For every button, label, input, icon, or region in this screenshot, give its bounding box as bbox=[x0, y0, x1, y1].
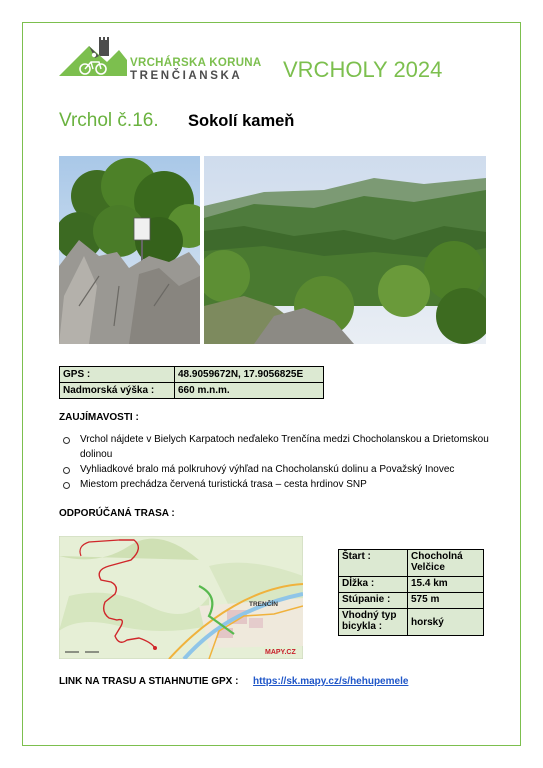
page-title: VRCHOLY 2024 bbox=[283, 57, 443, 82]
attractions-heading: ZAUJÍMAVOSTI : bbox=[59, 412, 139, 423]
logo-text-top: VRCHÁRSKA KORUNA bbox=[130, 57, 262, 69]
table-row bbox=[339, 593, 484, 609]
gps-value: 48.9059672N, 17.9056825E bbox=[175, 367, 324, 383]
logo-icon bbox=[59, 36, 127, 78]
gps-info-table bbox=[59, 366, 324, 399]
route-link[interactable]: https://sk.mapy.cz/s/hehupemele bbox=[253, 676, 409, 687]
distance-value: 15.4 km bbox=[408, 577, 484, 593]
map-city-label: TRENČÍN bbox=[249, 601, 278, 608]
list-item: Vrchol nájdete v Bielych Karpatoch neďaleko Trenčína medzi Chocholanskou a Drietomskou dolinou bbox=[56, 432, 506, 462]
attractions-list bbox=[56, 432, 506, 492]
table-row bbox=[60, 367, 324, 383]
bike-type-label: Vhodný typ bicykla : bbox=[339, 609, 408, 636]
climb-value: 575 m bbox=[408, 593, 484, 609]
distance-label: Dĺžka : bbox=[339, 577, 408, 593]
table-row bbox=[339, 609, 484, 636]
gps-label: GPS : bbox=[60, 367, 175, 383]
table-row bbox=[60, 383, 324, 399]
start-label: Štart : bbox=[339, 550, 408, 577]
summit-rock-photo bbox=[59, 156, 200, 344]
valley-view-photo bbox=[204, 156, 486, 344]
route-heading: ODPORÚČANÁ TRASA : bbox=[59, 508, 175, 519]
route-map[interactable] bbox=[59, 536, 303, 659]
start-value: Chocholná Velčice bbox=[408, 550, 484, 577]
map-brand-logo: MAPY.CZ bbox=[265, 649, 296, 656]
route-link-label: LINK NA TRASU A STIAHNUTIE GPX : bbox=[59, 676, 239, 687]
altitude-value: 660 m.n.m. bbox=[175, 383, 324, 399]
list-item: Vyhliadkové bralo má polkruhový výhľad na Chocholanskú dolinu a Považský Inovec bbox=[56, 462, 506, 477]
route-info-table bbox=[338, 549, 484, 636]
bike-type-value: horský bbox=[408, 609, 484, 636]
climb-label: Stúpanie : bbox=[339, 593, 408, 609]
peak-number: Vrchol č.16. bbox=[59, 110, 159, 131]
logo-text-bottom: TRENČIANSKA bbox=[130, 70, 243, 82]
table-row bbox=[339, 550, 484, 577]
altitude-label: Nadmorská výška : bbox=[60, 383, 175, 399]
list-item: Miestom prechádza červená turistická trasa – cesta hrdinov SNP bbox=[56, 477, 506, 492]
table-row bbox=[339, 577, 484, 593]
peak-name: Sokolí kameň bbox=[188, 112, 295, 130]
